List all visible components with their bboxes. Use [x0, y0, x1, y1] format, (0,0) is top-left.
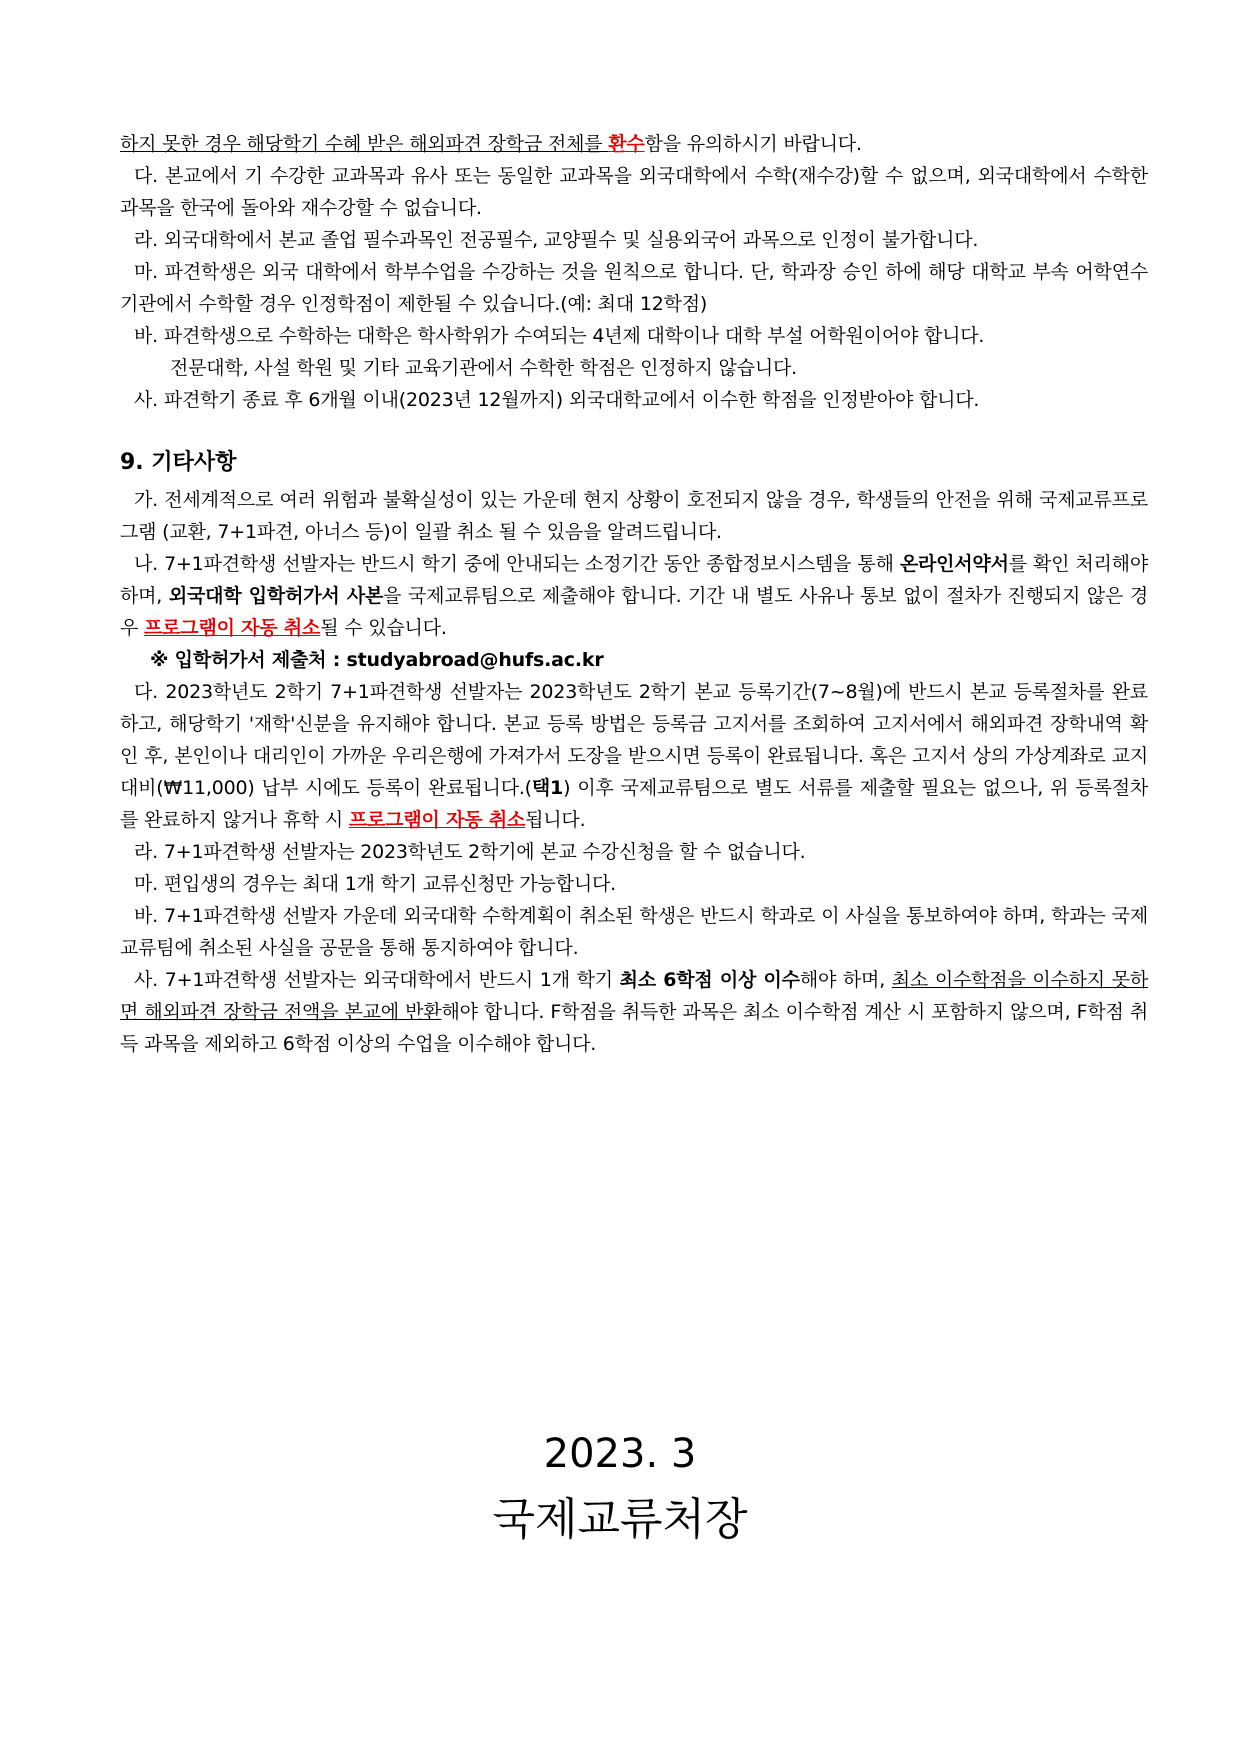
section9-title: 9. 기타사항: [120, 450, 237, 475]
section9-item-ra: 라. 7+1파견학생 선발자는 2023학년도 2학기에 본교 수강신청을 할 수 없습니다.: [134, 841, 806, 863]
na-text-2: 를 확인 처리해야하며,: [120, 553, 1148, 607]
section9-item-da: [120, 676, 1148, 836]
section9-item-ba: 바. 7+1파견학생 선발자 가운데 외국대학 수학계획이 취소된 학생은 반드시 학과로 이 사실을 통보하여야 하며, 학과는 국제교류팀에 취소된 사실을 공문을 통해 통지하여야 합니다.: [120, 905, 1148, 959]
footer-organization: 국제교류처장: [492, 1494, 748, 1545]
na-text-3: 을 국제교류팀으로 제출해야 합니다. 기간 내 별도 사유나 통보 없이 절차가 진행되지 않은 경우: [120, 585, 1148, 639]
section8-item-sa: 사. 파견학기 종료 후 6개월 이내(2023년 12월까지) 외국대학교에서 이수한 학점을 인정받아야 합니다.: [134, 389, 980, 411]
refund-warning-tail: 함을 유의하시기 바랍니다.: [644, 133, 862, 155]
na-bold-admission: 외국대학 입학허가서 사본: [168, 585, 384, 607]
footer-date: 2023. 3: [543, 1431, 697, 1477]
da-auto-cancel: 프로그램이 자동 취소: [348, 809, 526, 831]
na-auto-cancel: 프로그램이 자동 취소: [144, 617, 321, 639]
refund-emphasis: 환수: [608, 133, 645, 155]
da-bold-choice: 택1: [531, 777, 564, 799]
submission-note: ※ 입학허가서 제출처 : studyabroad@hufs.ac.kr: [150, 649, 604, 671]
sa-underline-return: 최소 이수학점을 이수하지 못하면 해외파견 장학금 전액을 본교에 반환: [120, 969, 1148, 1023]
section8-item-ma: 마. 파견학생은 외국 대학에서 학부수업을 수강하는 것을 원칙으로 합니다. 단, 학과장 승인 하에 해당 대학교 부속 어학연수기관에서 수학할 경우 인정학점이 제한될 수 있습니다.(예: 최대 12학점): [120, 261, 1148, 315]
da-text-1: 다. 2023학년도 2학기 7+1파견학생 선발자는 2023학년도 2학기 본교 등록기간(7~8월)에 반드시 본교 등록절차를 완료하고, 해당학기 '재학'신분을 유지해야 합니다. 본교 등록 방법은 등록금 고지서를 조회하여 고지서에서 해외파견 장학내역 확인 후, 본인이나 대리인이 가까운 우리은행에 가져가서 도장을 받으시면 등록이 완료됩니다. 혹은 고지서 상의 가상계좌로 교지대비(₩11,000) 납부 시에도 등록이 완료됩니다.(: [120, 681, 1148, 799]
section8-item-da: 다. 본교에서 기 수강한 교과목과 유사 또는 동일한 교과목을 외국대학에서 수학(재수강)할 수 없으며, 외국대학에서 수학한 과목을 한국에 돌아와 재수강할 수 없습니다.: [120, 165, 1148, 219]
na-bold-pledge: 온라인서약서: [899, 553, 1009, 575]
section8-continuation: [120, 128, 1148, 160]
da-text-3: 됩니다.: [525, 809, 586, 831]
refund-warning-text: 하지 못한 경우 해당학기 수혜 받은 해외파견 장학금 전체를: [120, 133, 609, 155]
section9-item-sa: [120, 964, 1148, 1060]
na-text-1: 나. 7+1파견학생 선발자는 반드시 학기 중에 안내되는 소정기간 동안 종합정보시스템을 통해: [134, 553, 900, 575]
section8-item-ra: 라. 외국대학에서 본교 졸업 필수과목인 전공필수, 교양필수 및 실용외국어 과목으로 인정이 불가합니다.: [134, 229, 979, 251]
sa-text-1: 사. 7+1파견학생 선발자는 외국대학에서 반드시 1개 학기: [134, 969, 620, 991]
section9-item-na: [120, 548, 1148, 644]
sa-text-3: 해야 합니다. F학점을 취득한 과목은 최소 이수학점 계산 시 포함하지 않으며, F학점 취득 과목을 제외하고 6학점 이상의 수업을 이수해야 합니다.: [120, 1001, 1148, 1055]
document-body: [120, 128, 1148, 1060]
na-text-4: 될 수 있습니다.: [320, 617, 447, 639]
section8-item-ba: 바. 파견학생으로 수학하는 대학은 학사학위가 수여되는 4년제 대학이나 대학 부설 어학원이어야 합니다.: [134, 325, 985, 347]
section8-item-ba-cont: 전문대학, 사설 학원 및 기타 교육기관에서 수학한 학점은 인정하지 않습니다.: [170, 357, 798, 379]
sa-bold-min-credits: 최소 6학점 이상 이수: [619, 969, 800, 991]
section9-item-ga: 가. 전세계적으로 여러 위험과 불확실성이 있는 가운데 현지 상황이 호전되지 않을 경우, 학생들의 안전을 위해 국제교류프로그램 (교환, 7+1파견, 아너스 등)이 일괄 취소 될 수 있음을 알려드립니다.: [120, 489, 1148, 543]
section9-item-ma: 마. 편입생의 경우는 최대 1개 학기 교류신청만 가능합니다.: [134, 873, 616, 895]
sa-text-2: 해야 하며,: [799, 969, 892, 991]
da-text-2: ) 이후 국제교류팀으로 별도 서류를 제출할 필요는 없으나, 위 등록절차를 완료하지 않거나 휴학 시: [120, 777, 1149, 831]
